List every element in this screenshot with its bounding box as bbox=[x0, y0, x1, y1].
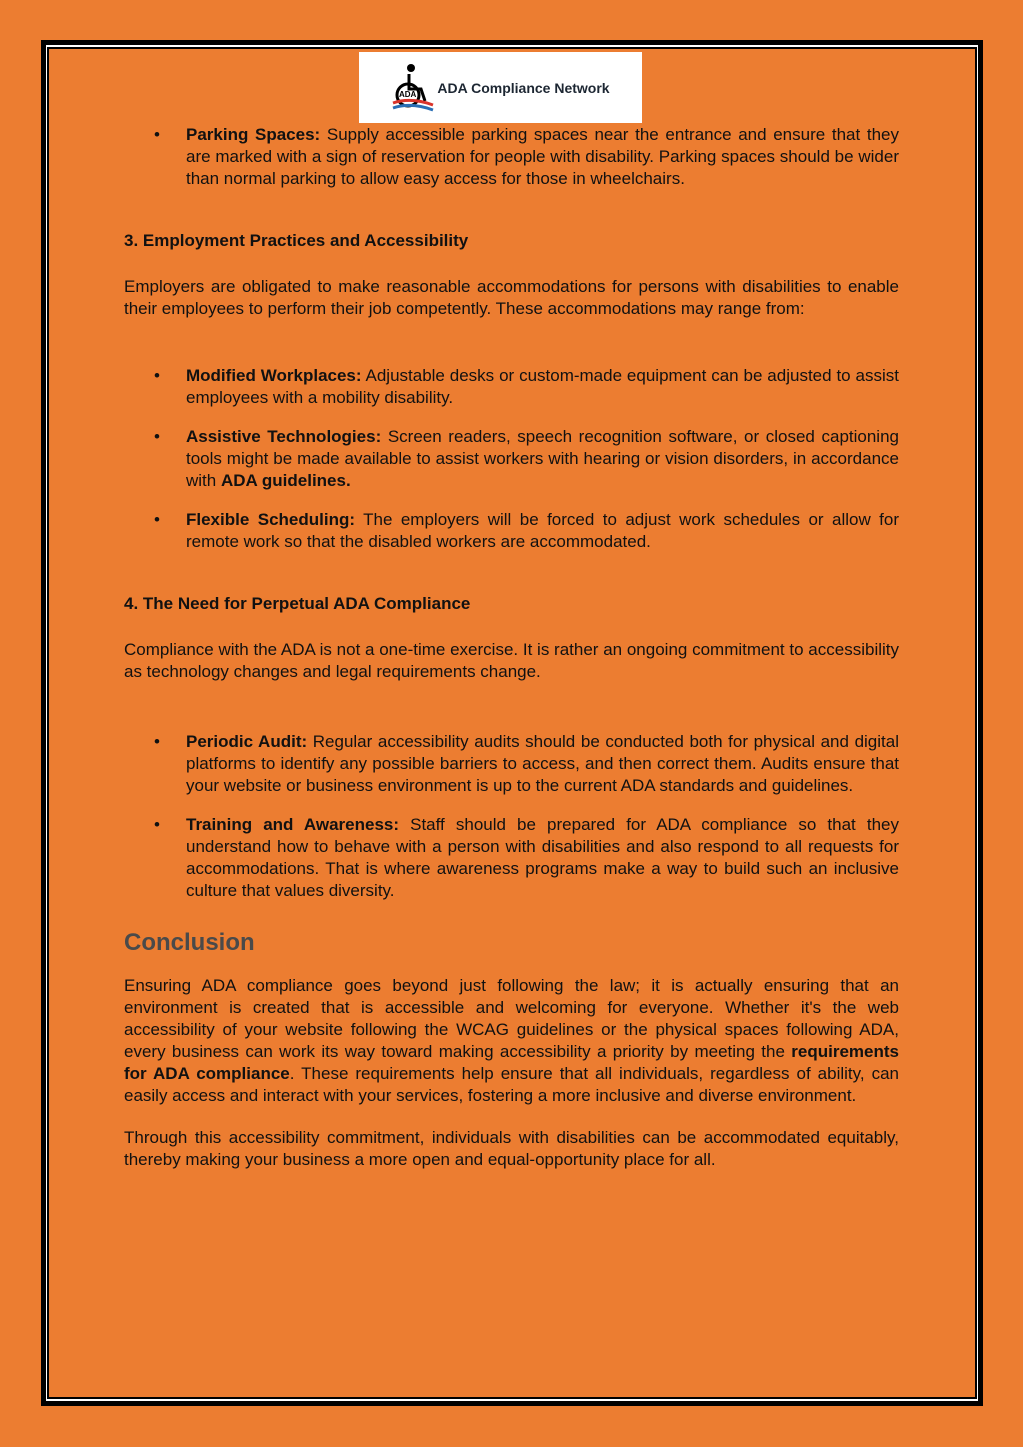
requirements-link[interactable]: requirements for ADA compliance bbox=[124, 1042, 899, 1083]
section-intro: Employers are obligated to make reasonable accommodations for persons with disabilities to enable their employees to perform their job competently. These accommodations may range from: bbox=[124, 277, 899, 318]
bullet-list-section4 bbox=[124, 731, 899, 902]
item-text: The employers will be forced to adjust work schedules or allow for remote work so that the disabled workers are accommodated. bbox=[186, 510, 899, 551]
conclusion-text: Ensuring ADA compliance goes beyond just following the law; it is actually ensuring that an environment is created that is accessible and welcoming for everyone. Whether it's the web accessibility of your website following the WCAG guidelines or the physical spaces following ADA, every business can work its way toward making accessibility a priority by meeting the bbox=[124, 976, 899, 1061]
bullet-list-top bbox=[124, 124, 899, 190]
item-title: Flexible Scheduling: bbox=[186, 510, 356, 529]
item-title: Training and Awareness: bbox=[186, 815, 400, 834]
section-heading: 3. Employment Practices and Accessibility bbox=[124, 231, 469, 250]
page-content bbox=[124, 124, 899, 1171]
item-title: Parking Spaces: bbox=[186, 125, 321, 144]
list-item bbox=[124, 365, 899, 409]
list-item bbox=[124, 814, 899, 902]
wheelchair-icon bbox=[391, 63, 435, 113]
item-title: Modified Workplaces: bbox=[186, 366, 362, 385]
closing-paragraph: Through this accessibility commitment, individuals with disabilities can be accommodated equitably, thereby making your business a more open and equal-opportunity place for all. bbox=[124, 1128, 899, 1169]
item-text: Regular accessibility audits should be conducted both for physical and digital platforms to identify any possible barriers to access, and then correct them. Audits ensure that your website or business environment is up to the current ADA standards and guidelines. bbox=[186, 732, 899, 795]
conclusion-heading: Conclusion bbox=[124, 929, 255, 956]
item-title: Assistive Technologies: bbox=[186, 427, 382, 446]
item-title: Periodic Audit: bbox=[186, 732, 308, 751]
ada-guidelines-link[interactable]: ADA guidelines. bbox=[220, 471, 351, 490]
list-item bbox=[124, 426, 899, 492]
section-intro: Compliance with the ADA is not a one-time exercise. It is rather an ongoing commitment to accessibility as technology changes and legal requirements change. bbox=[124, 640, 899, 681]
ada-logo bbox=[359, 52, 642, 123]
logo-text: ADA Compliance Network bbox=[437, 79, 610, 96]
item-text: Adjustable desks or custom-made equipment can be adjusted to assist employees with a mobility disability. bbox=[186, 366, 899, 407]
item-text: Supply accessible parking spaces near the entrance and ensure that they are marked with a sign of reservation for people with disability. Parking spaces should be wider than normal parking to allow easy access for those in wheelchairs. bbox=[186, 125, 900, 188]
section-heading: 4. The Need for Perpetual ADA Compliance bbox=[124, 594, 471, 613]
conclusion-text: . These requirements help ensure that all individuals, regardless of ability, can easily access and interact with your services, fostering a more inclusive and diverse environment. bbox=[124, 1064, 899, 1105]
item-text: Staff should be prepared for ADA compliance so that they understand how to behave with a person with disabilities and also respond to all requests for accommodations. That is where awareness programs make a way to build such an inclusive culture that values diversity. bbox=[186, 815, 900, 900]
item-text: Screen readers, speech recognition software, or closed captioning tools might be made available to assist workers with hearing or vision disorders, in accordance with bbox=[186, 427, 899, 490]
bullet-list-section3 bbox=[124, 365, 899, 553]
conclusion-paragraph bbox=[124, 975, 899, 1107]
list-item bbox=[124, 731, 899, 797]
list-item bbox=[124, 509, 899, 553]
logo-badge-text: ADA bbox=[399, 89, 417, 99]
list-item bbox=[124, 124, 899, 190]
